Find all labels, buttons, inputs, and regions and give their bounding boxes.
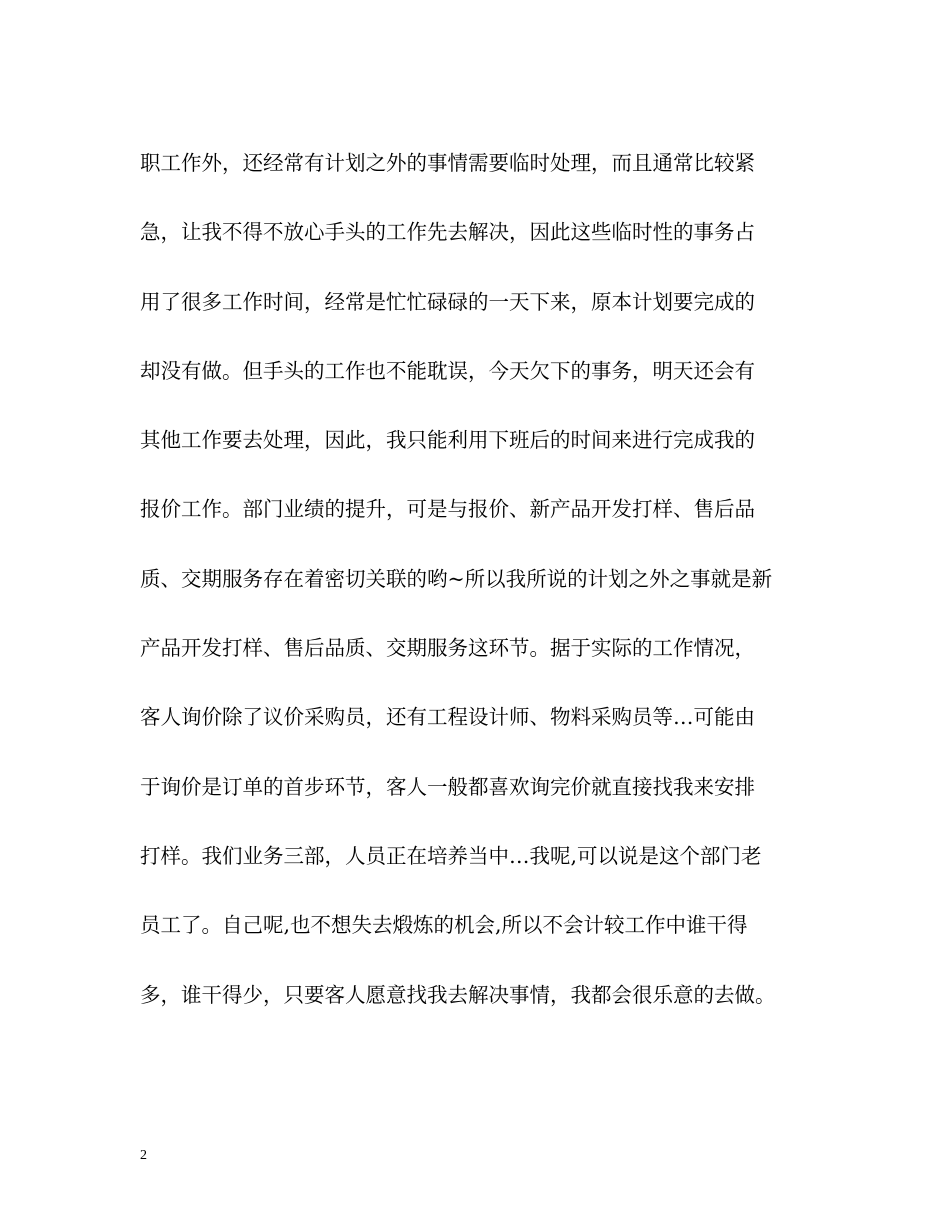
- text-line: 职工作外，还经常有计划之外的事情需要临时处理，而且通常比较紧: [140, 151, 755, 175]
- page-number: 2: [140, 1148, 147, 1163]
- text-line: 报价工作。部门业绩的提升，可是与报价、新产品开发打样、售后品: [140, 497, 755, 522]
- text-line: 员工了。自己呢,也不想失去煅炼的机会,所以不会计较工作中谁干得: [140, 913, 748, 938]
- body-paragraph: [140, 136, 840, 1022]
- text-line: 用了很多工作时间，经常是忙忙碌碌的一天下来，原本计划要完成的: [140, 289, 755, 314]
- text-line: 多，谁干得少，只要客人愿意找我去解决事情，我都会很乐意的去做。: [140, 982, 776, 1007]
- text-line: 其他工作要去处理，因此，我只能利用下班后的时间来进行完成我的: [140, 428, 755, 453]
- text-line: 急，让我不得不放心手头的工作先去解决，因此这些临时性的事务占: [140, 220, 755, 245]
- text-line: 却没有做。但手头的工作也不能耽误，今天欠下的事务，明天还会有: [140, 358, 755, 383]
- text-line: 于询价是订单的首步环节，客人一般都喜欢询完价就直接找我来安排: [140, 774, 755, 799]
- text-line: 打样。我们业务三部，人员正在培养当中…我呢,可以说是这个部门老: [140, 843, 762, 868]
- text-line: 质、交期服务存在着密切关联的哟~所以我所说的计划之外之事就是新: [140, 566, 773, 591]
- text-line: 产品开发打样、售后品质、交期服务这环节。据于实际的工作情况，: [140, 636, 755, 661]
- text-line: 客人询价除了议价采购员，还有工程设计师、物料采购员等…可能由: [140, 705, 755, 730]
